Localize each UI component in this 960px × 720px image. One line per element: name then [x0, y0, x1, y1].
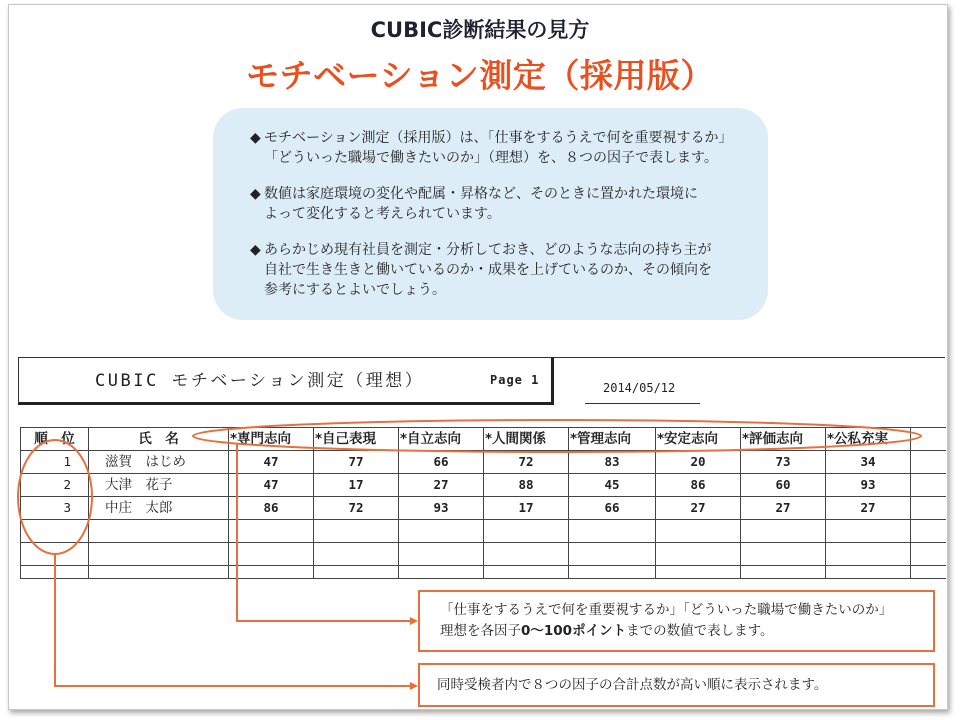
name-cell: 大津 花子	[89, 474, 229, 497]
empty-cell	[484, 543, 569, 566]
score-cell-self-expression: 77	[314, 451, 399, 474]
empty-cell	[911, 520, 946, 543]
score-cell-stability: 27	[656, 497, 741, 520]
report-title-box	[18, 357, 554, 405]
empty-cell	[89, 566, 229, 579]
rank-cell: 2	[21, 474, 89, 497]
info-bullet-line: 自社で生き生きと働いているのか・成果を上げているのか、その傾向を	[264, 262, 712, 278]
score-cell-relationships: 88	[484, 474, 569, 497]
report-date: 2014/05/12	[603, 381, 676, 395]
empty-cell	[229, 566, 314, 579]
table-row	[21, 474, 946, 497]
name-cell: 中庄 太郎	[89, 497, 229, 520]
empty-cell	[314, 520, 399, 543]
table-row-empty	[21, 543, 946, 566]
rank-note-text: 同時受検者内で８つの因子の合計点数が高い順に表示されます。	[437, 677, 828, 693]
empty-cell	[399, 566, 484, 579]
table-row-empty	[21, 566, 946, 579]
bullet-diamond-icon: ◆	[250, 186, 261, 202]
score-cell-work-life-balance: 93	[826, 474, 911, 497]
empty-cell	[656, 543, 741, 566]
empty-cell	[826, 520, 911, 543]
empty-cell	[656, 520, 741, 543]
score-cell-stability: 86	[656, 474, 741, 497]
table-header-row	[21, 428, 946, 451]
empty-cell	[826, 566, 911, 579]
score-table	[20, 427, 946, 579]
info-content	[250, 128, 732, 316]
column-header-work-life-balance: *公私充実	[826, 428, 911, 451]
info-bullet-line: よって変化すると考えられています。	[264, 206, 501, 222]
empty-cell	[21, 566, 89, 579]
score-cell-expertise: 47	[229, 451, 314, 474]
empty-cell	[741, 566, 826, 579]
factor-note-range: 0～100ポイント	[521, 623, 627, 639]
info-bullet-line: 「どういった職場で働きたいのか」（理想）を、８つの因子で表します。	[264, 150, 718, 166]
empty-cell	[569, 566, 656, 579]
score-cell-management: 83	[569, 451, 656, 474]
column-header-self-expression: *自己表現	[314, 428, 399, 451]
column-header-recognition: *評価志向	[741, 428, 826, 451]
column-header-relationships: *人間関係	[484, 428, 569, 451]
name-cell: 滋賀 はじめ	[89, 451, 229, 474]
empty-cell	[399, 520, 484, 543]
report-date-underline	[585, 403, 700, 404]
empty-cell	[21, 520, 89, 543]
factor-note-line	[440, 621, 892, 642]
empty-cell	[911, 451, 946, 474]
empty-cell	[911, 474, 946, 497]
column-header-management: *管理志向	[569, 428, 656, 451]
bullet-diamond-icon: ◆	[250, 130, 261, 146]
empty-cell	[89, 543, 229, 566]
info-bullet-line: あらかじめ現有社員を測定・分析しておき、どのような志向の持ち主が	[264, 242, 712, 258]
empty-cell	[89, 520, 229, 543]
empty-cell	[399, 543, 484, 566]
score-cell-expertise: 86	[229, 497, 314, 520]
empty-cell	[741, 543, 826, 566]
empty-cell	[826, 543, 911, 566]
score-cell-independence: 66	[399, 451, 484, 474]
score-cell-management: 45	[569, 474, 656, 497]
empty-cell	[911, 497, 946, 520]
empty-cell	[229, 543, 314, 566]
score-cell-self-expression: 72	[314, 497, 399, 520]
empty-cell	[484, 566, 569, 579]
factor-note-text	[440, 600, 892, 642]
empty-cell	[656, 566, 741, 579]
rank-note-text-wrap	[437, 675, 827, 695]
empty-cell	[484, 520, 569, 543]
rank-cell: 1	[21, 451, 89, 474]
table-row	[21, 497, 946, 520]
column-header-expertise: *専門志向	[229, 428, 314, 451]
score-cell-recognition: 73	[741, 451, 826, 474]
empty-cell	[911, 566, 946, 579]
score-cell-recognition: 60	[741, 474, 826, 497]
score-cell-self-expression: 17	[314, 474, 399, 497]
page-title: CUBIC診断結果の見方	[370, 18, 590, 42]
score-cell-relationships: 72	[484, 451, 569, 474]
column-header-empty	[911, 428, 946, 451]
empty-cell	[229, 520, 314, 543]
column-header-rank: 順 位	[21, 428, 89, 451]
info-bullet-line: 数値は家庭環境の変化や配属・昇格など、そのときに置かれた環境に	[264, 186, 698, 202]
info-bullet-variability	[250, 184, 732, 224]
column-header-name: 氏 名	[89, 428, 229, 451]
info-bullet-line: 参考にするとよいでしょう。	[264, 282, 446, 298]
factor-note-line: 「仕事をするうえで何を重要視するか」「どういった職場で働きたいのか」	[440, 602, 893, 618]
info-bullet-line: モチベーション測定（採用版）は、「仕事をするうえで何を重要視するか」	[264, 130, 733, 146]
score-cell-independence: 93	[399, 497, 484, 520]
factor-note-prefix: 理想を各因子	[440, 623, 521, 639]
empty-cell	[314, 543, 399, 566]
empty-cell	[569, 520, 656, 543]
empty-cell	[314, 566, 399, 579]
column-header-stability: *安定志向	[656, 428, 741, 451]
score-cell-relationships: 17	[484, 497, 569, 520]
score-cell-stability: 20	[656, 451, 741, 474]
table-row	[21, 451, 946, 474]
score-cell-management: 66	[569, 497, 656, 520]
page-subtitle: モチベーション測定（採用版）	[246, 56, 714, 95]
score-cell-expertise: 47	[229, 474, 314, 497]
score-cell-independence: 27	[399, 474, 484, 497]
report-page-label: Page 1	[490, 373, 540, 387]
empty-cell	[741, 520, 826, 543]
info-bullet-usage	[250, 240, 732, 300]
empty-cell	[911, 543, 946, 566]
score-cell-work-life-balance: 27	[826, 497, 911, 520]
empty-cell	[569, 543, 656, 566]
score-cell-work-life-balance: 34	[826, 451, 911, 474]
factor-note-callout	[418, 590, 935, 652]
factor-note-suffix: までの数値で表します。	[626, 623, 774, 639]
rank-cell: 3	[21, 497, 89, 520]
rank-note-callout	[418, 663, 935, 707]
report-title: CUBIC モチベーション測定（理想）	[95, 371, 425, 391]
empty-cell	[21, 543, 89, 566]
score-cell-recognition: 27	[741, 497, 826, 520]
info-bullet-overview	[250, 128, 732, 168]
bullet-diamond-icon: ◆	[250, 242, 261, 258]
column-header-independence: *自立志向	[399, 428, 484, 451]
info-box	[213, 108, 768, 320]
table-row-empty	[21, 520, 946, 543]
